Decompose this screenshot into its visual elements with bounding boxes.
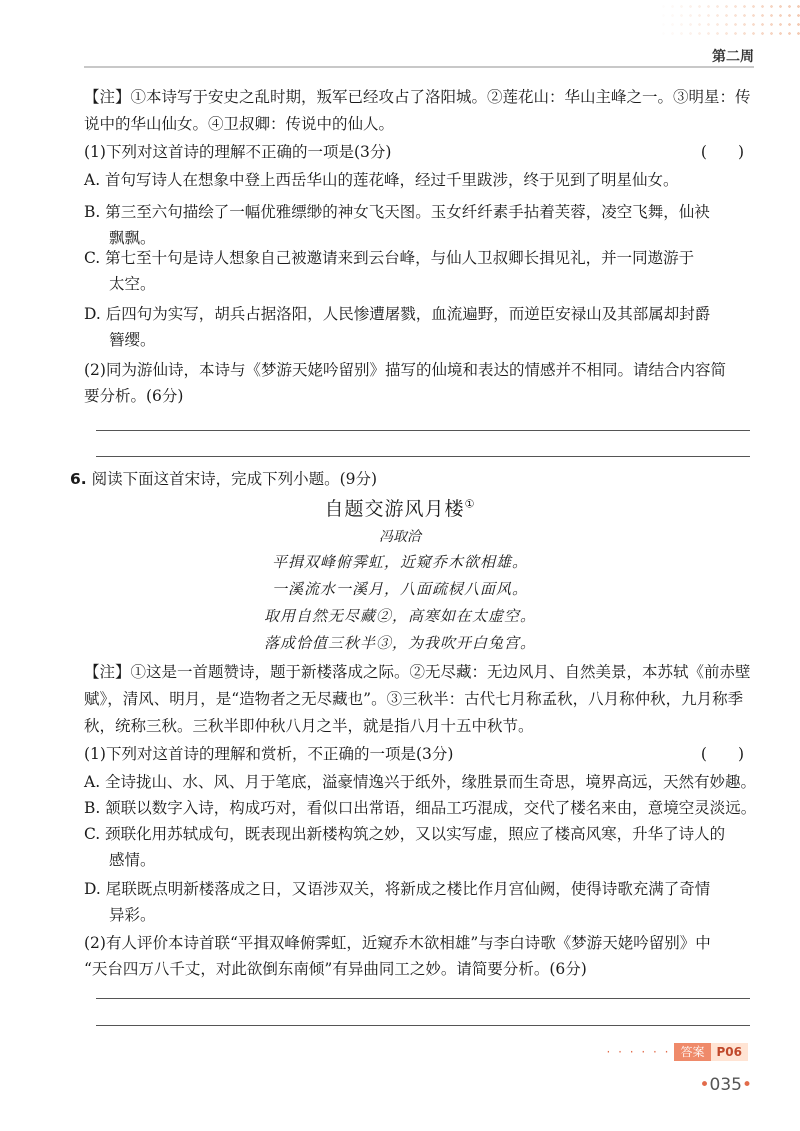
poem-line: 一溪流水一溪月，八面疏棂八面风。 [271, 580, 528, 598]
q5-answer-line[interactable] [96, 456, 750, 457]
q5-option-b-cont: 飘飘。 [109, 229, 156, 247]
q5-sub1-stem: (1)下列对这首诗的理解不正确的一项是(3分) [84, 143, 392, 161]
poem-line: 取用自然无尽藏②，高寒如在太虚空。 [263, 607, 536, 625]
q6-answer-line[interactable] [96, 998, 750, 999]
answer-page: P06 [711, 1043, 749, 1061]
q6-instruction-text: 阅读下面这首宋诗，完成下列小题。(9分) [91, 470, 378, 488]
answer-reference-dots: · · · · · · [606, 1045, 671, 1059]
q6-sub2-line: “天台四万八千丈，对此欲倒东南倾”有异曲同工之妙。请简要分析。(6分) [84, 960, 587, 978]
answer-reference[interactable] [607, 1043, 748, 1061]
q5-note-line: 【注】①本诗写于安史之乱时期，叛军已经攻占了洛阳城。②莲花山：华山主峰之一。③明星：传 [84, 88, 751, 106]
decorative-dot-pattern [0, 0, 800, 40]
q6-instruction [70, 466, 377, 492]
q5-option-c: C. 第七至十句是诗人想象自己被邀请来到云台峰，与仙人卫叔卿长揖见礼，并一同遨游于 [84, 249, 695, 267]
q5-answer-line[interactable] [96, 430, 750, 431]
q5-sub2-line: (2)同为游仙诗，本诗与《梦游天姥吟留别》描写的仙境和表达的情感并不相同。请结合内容简 [84, 361, 726, 379]
q6-sub2-line: (2)有人评价本诗首联“平揖双峰俯霁虹，近窥乔木欲相雄”与李白诗歌《梦游天姥吟留别》中 [84, 934, 711, 952]
q5-option-b: B. 第三至六句描绘了一幅优雅缥缈的神女飞天图。玉女纤纤素手拈着芙蓉，凌空飞舞，仙袂 [84, 203, 710, 221]
q6-note-line: 秋，统称三秋。三秋半即仲秋八月之半，就是指八月十五中秋节。 [84, 717, 534, 735]
q6-option-c: C. 颈联化用苏轼成句，既表现出新楼构筑之妙，又以实写虚，照应了楼高风寒，升华了诗人的 [84, 825, 726, 843]
q6-note-line: 赋》，清风、明月，是“造物者之无尽藏也”。③三秋半：古代七月称孟秋，八月称仲秋，九月称季 [84, 690, 744, 708]
q6-option-d: D. 尾联既点明新楼落成之日，又语涉双关，将新成之楼比作月宫仙阙，使得诗歌充满了奇情 [84, 880, 711, 898]
q5-option-a: A. 首句写诗人在想象中登上西岳华山的莲花峰，经过千里跋涉，终于见到了明星仙女。 [84, 171, 679, 189]
page-number: •035• [699, 1075, 752, 1095]
q6-number: 6. [70, 470, 87, 488]
q6-option-a: A. 全诗拢山、水、风、月于笔底，溢豪情逸兴于纸外，缘胜景而生奇思，境界高远，天然有妙趣。 [84, 773, 757, 791]
poem-title [0, 494, 800, 521]
poem-line: 平揖双峰俯霁虹，近窥乔木欲相雄。 [271, 553, 528, 571]
q6-option-b: B. 颔联以数字入诗，构成巧对，看似口出常语，细品工巧混成，交代了楼名来由，意境空灵淡远。 [84, 799, 757, 817]
page-number-text: 035 [709, 1075, 742, 1095]
poem-title-text: 自题交游风月楼 [324, 498, 465, 520]
section-label: 第二周 [712, 49, 754, 65]
q5-sub2-line: 要分析。(6分) [84, 387, 184, 405]
q5-option-d: D. 后四句为实写，胡兵占据洛阳，人民惨遭屠戮，血流遍野，而逆臣安禄山及其部属却封爵 [84, 305, 711, 323]
answer-label: 答案 [674, 1043, 710, 1061]
poem-line: 落成恰值三秋半③，为我吹开白兔宫。 [263, 634, 536, 652]
header-divider [84, 66, 754, 68]
q5-note-line: 说中的华山仙女。④卫叔卿：传说中的仙人。 [84, 115, 395, 133]
q6-option-d-cont: 异彩。 [109, 906, 156, 924]
poem-title-footnote-mark: ① [464, 497, 476, 511]
q5-option-c-cont: 太空。 [109, 275, 156, 293]
q6-sub1-stem: (1)下列对这首诗的理解和赏析，不正确的一项是(3分) [84, 745, 454, 763]
q6-note-line: 【注】①这是一首题赞诗，题于新楼落成之际。②无尽藏：无边风月、自然美景，本苏轼《前赤壁 [84, 663, 751, 681]
poem-author: 冯取洽 [379, 529, 421, 545]
q5-sub1-answer-bracket: ( ) [700, 143, 744, 161]
q5-option-d-cont: 簪缨。 [109, 331, 156, 349]
q6-answer-line[interactable] [96, 1025, 750, 1026]
q6-option-c-cont: 感情。 [109, 851, 156, 869]
q6-sub1-answer-bracket: ( ) [700, 745, 744, 763]
